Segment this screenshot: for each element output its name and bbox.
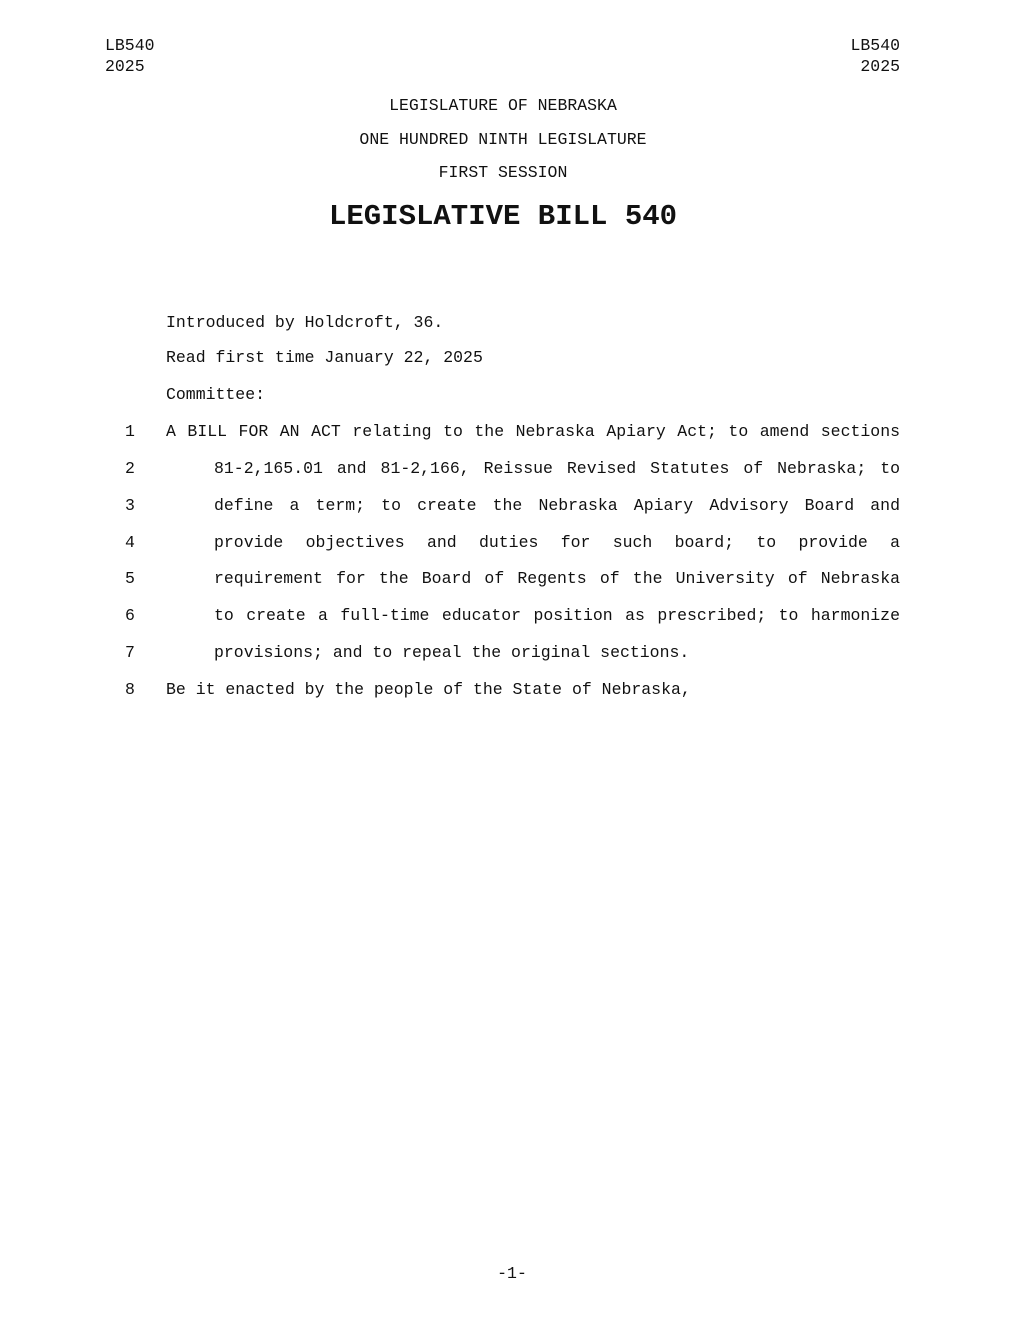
bill-title: LEGISLATIVE BILL 540 xyxy=(328,200,678,233)
header-left-bill: LB540 xyxy=(105,36,155,55)
line-number: 3 xyxy=(125,496,135,515)
header-right-year: 2025 xyxy=(860,57,900,76)
header-right-bill: LB540 xyxy=(850,36,900,55)
line-text: provide objectives and duties for such board; to provide a xyxy=(214,533,900,552)
bill-line xyxy=(0,533,1024,557)
legislature-heading: LEGISLATURE OF NEBRASKA xyxy=(389,96,617,115)
header-left xyxy=(105,35,155,77)
line-number: 7 xyxy=(125,643,135,662)
committee-label: Committee: xyxy=(166,385,266,404)
line-text: to create a full-time educator position as prescribed; to harmonize xyxy=(214,606,900,625)
line-number: 8 xyxy=(125,680,135,699)
line-number: 4 xyxy=(125,533,135,552)
line-number: 1 xyxy=(125,422,135,441)
bill-line xyxy=(0,606,1024,630)
page-number: -1- xyxy=(497,1264,527,1283)
bill-line xyxy=(0,422,1024,446)
line-number: 2 xyxy=(125,459,135,478)
session-name-heading: ONE HUNDRED NINTH LEGISLATURE xyxy=(359,130,647,149)
bill-line xyxy=(0,643,1024,667)
bill-line xyxy=(0,569,1024,593)
bill-line xyxy=(0,496,1024,520)
read-first-time: Read first time January 22, 2025 xyxy=(166,348,483,367)
bill-line xyxy=(0,680,1024,704)
line-text: 81-2,165.01 and 81-2,166, Reissue Revised Statutes of Nebraska; to xyxy=(214,459,900,478)
line-text: provisions; and to repeal the original sections. xyxy=(214,643,690,662)
introduced-by: Introduced by Holdcroft, 36. xyxy=(166,313,444,332)
line-number: 5 xyxy=(125,569,135,588)
header-left-year: 2025 xyxy=(105,57,145,76)
line-number: 6 xyxy=(125,606,135,625)
session-heading: FIRST SESSION xyxy=(438,163,568,182)
line-text: define a term; to create the Nebraska Apiary Advisory Board and xyxy=(214,496,900,515)
line-text: A BILL FOR AN ACT relating to the Nebraska Apiary Act; to amend sections xyxy=(166,422,900,441)
header-right xyxy=(850,35,900,77)
bill-line xyxy=(0,459,1024,483)
line-text: requirement for the Board of Regents of the University of Nebraska xyxy=(214,569,900,588)
line-text: Be it enacted by the people of the State of Nebraska, xyxy=(166,680,691,699)
